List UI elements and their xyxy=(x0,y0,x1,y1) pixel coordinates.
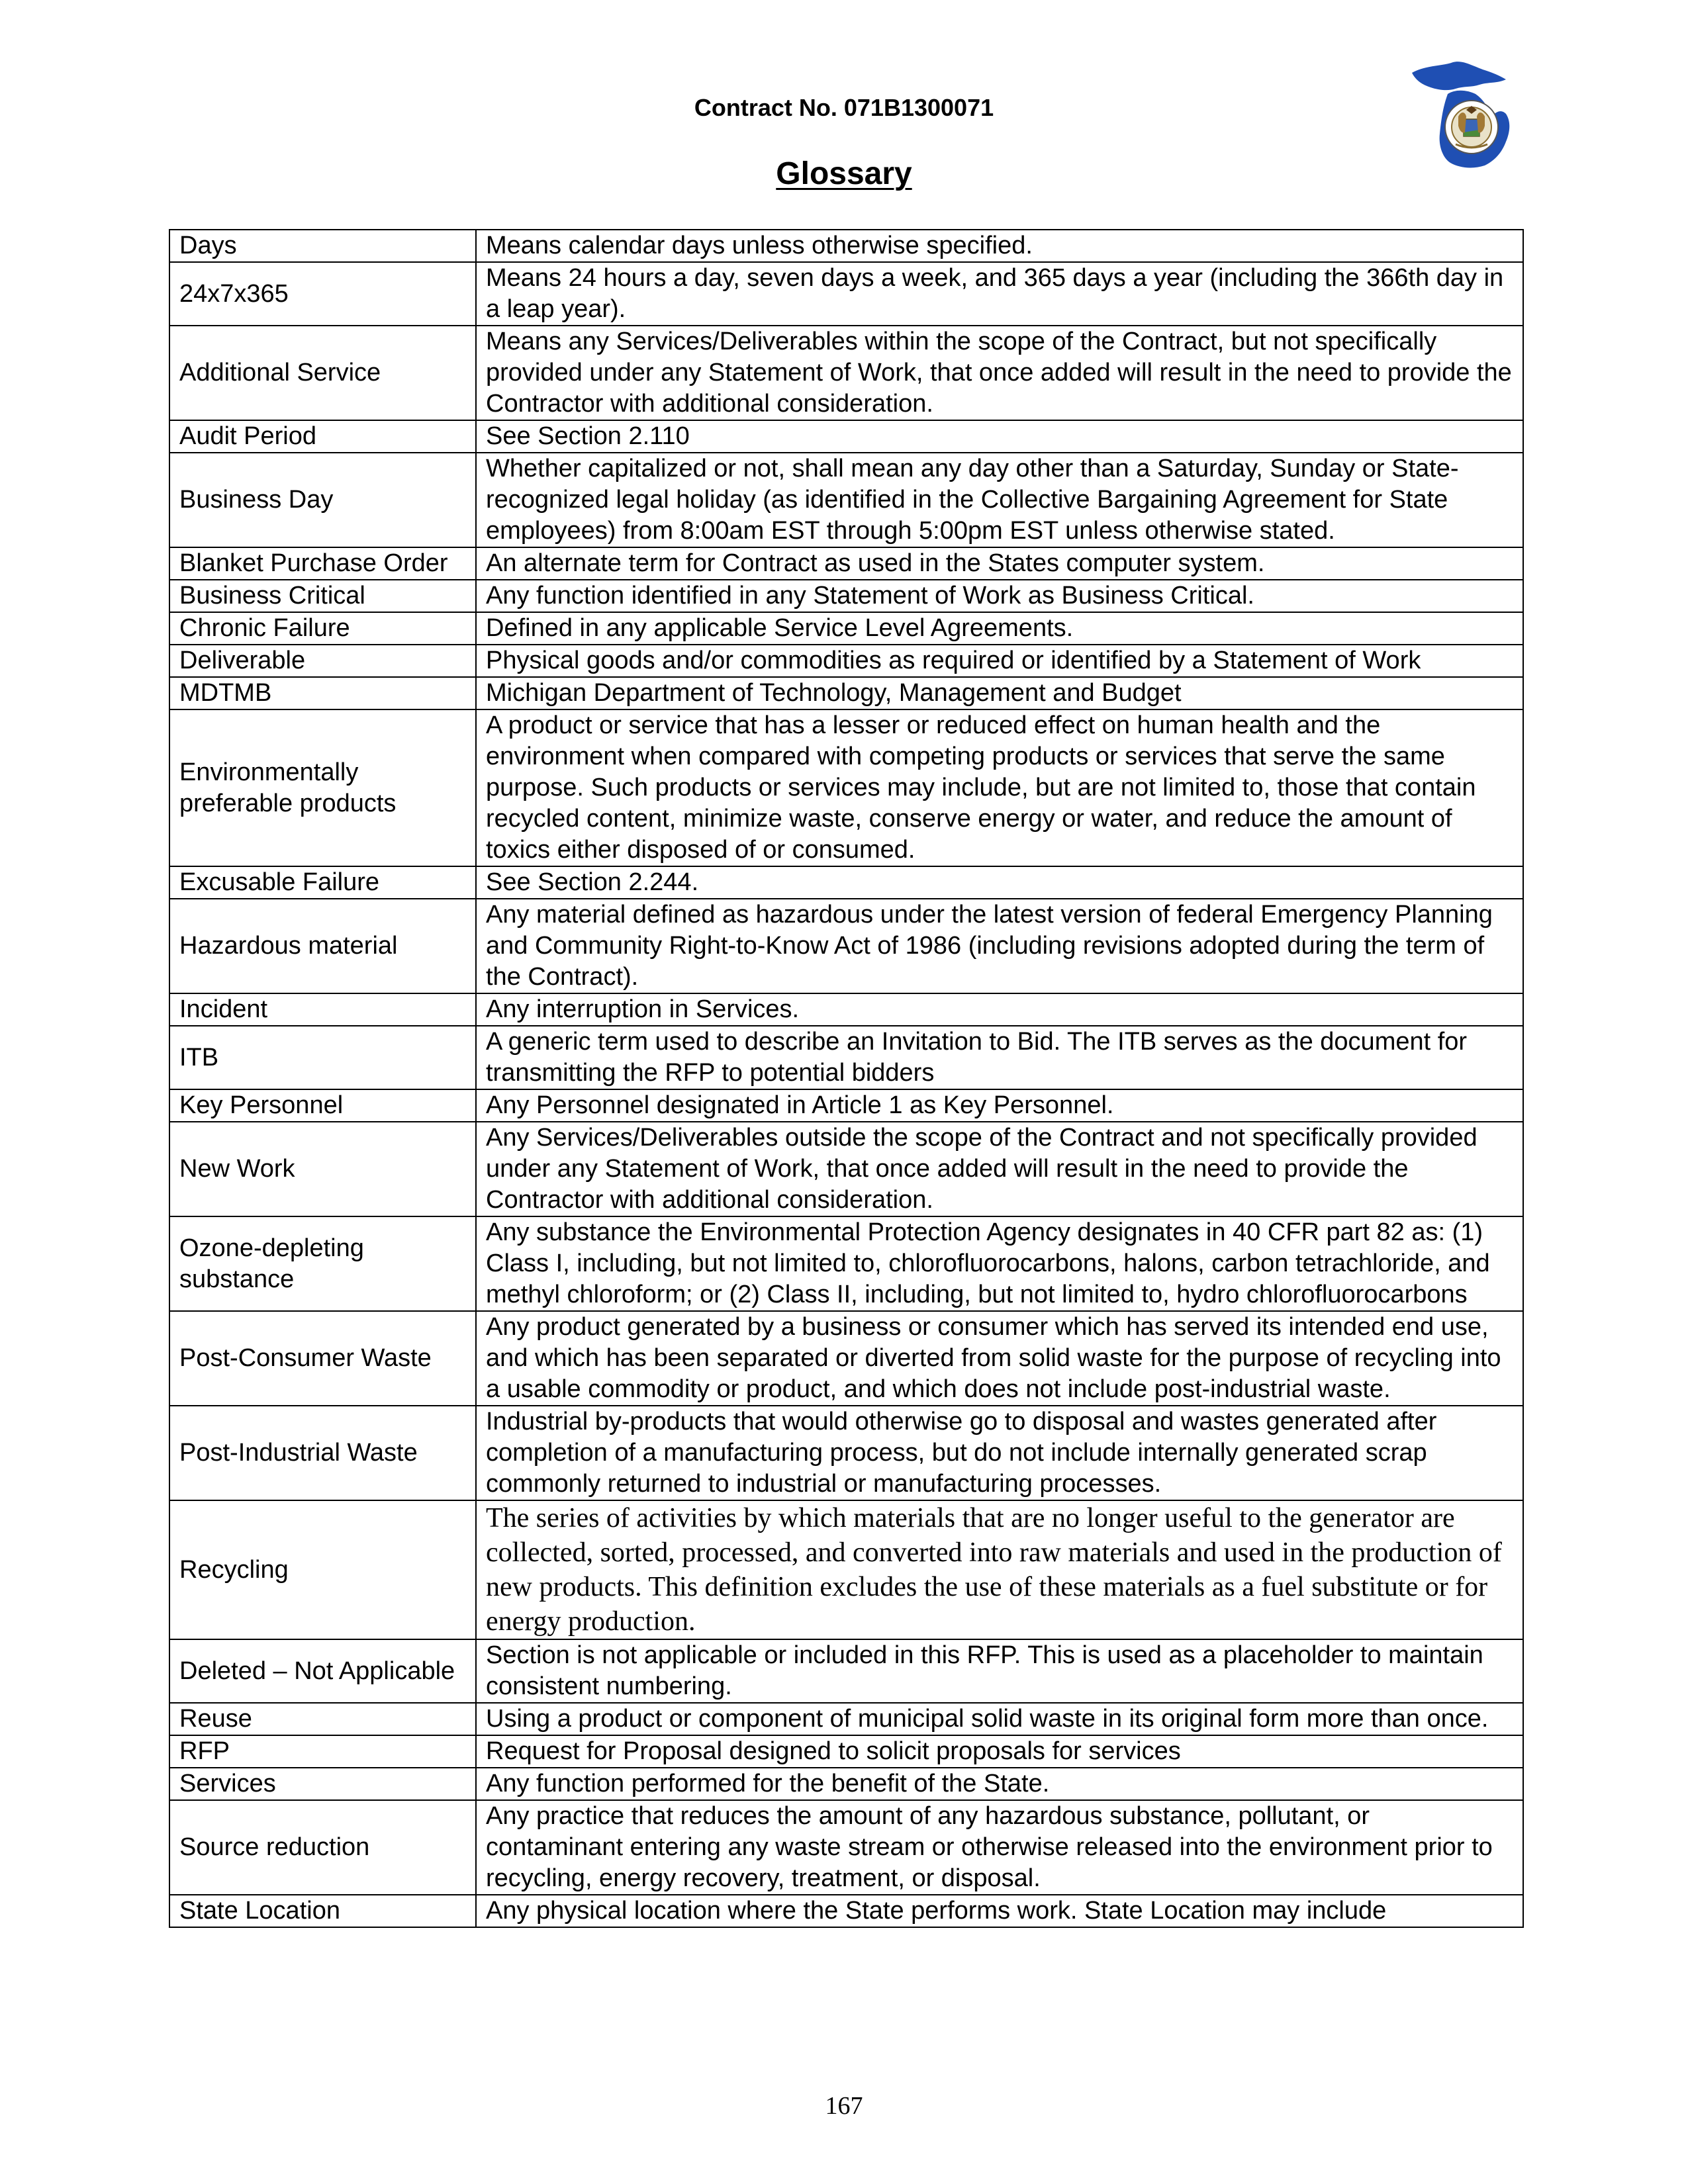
glossary-term: Blanket Purchase Order xyxy=(169,547,476,580)
glossary-definition: Any Personnel designated in Article 1 as Key Personnel. xyxy=(476,1089,1523,1122)
table-row xyxy=(169,547,1523,580)
glossary-definition: Using a product or component of municipal solid waste in its original form more than once. xyxy=(476,1703,1523,1735)
glossary-definition: Michigan Department of Technology, Management and Budget xyxy=(476,677,1523,709)
glossary-definition: Whether capitalized or not, shall mean any day other than a Saturday, Sunday or State-recognized legal holiday (as identified in the Collective Bargaining Agreement for State employees) from 8:00am EST through 5:00pm EST unless otherwise stated. xyxy=(476,453,1523,547)
glossary-term: State Location xyxy=(169,1895,476,1927)
table-row xyxy=(169,1500,1523,1639)
glossary-definition: See Section 2.244. xyxy=(476,866,1523,899)
table-row xyxy=(169,1089,1523,1122)
glossary-definition: An alternate term for Contract as used in the States computer system. xyxy=(476,547,1523,580)
table-row xyxy=(169,1026,1523,1089)
glossary-definition: Any function performed for the benefit of the State. xyxy=(476,1768,1523,1800)
glossary-definition: Industrial by-products that would otherwise go to disposal and wastes generated after completion of a manufacturing process, but do not include internally generated scrap commonly returned to industrial or manufacturing processes. xyxy=(476,1406,1523,1500)
glossary-term: 24x7x365 xyxy=(169,262,476,326)
table-row xyxy=(169,1800,1523,1895)
page-title: Glossary xyxy=(776,156,912,191)
glossary-term: Hazardous material xyxy=(169,899,476,993)
glossary-definition: Any Services/Deliverables outside the scope of the Contract and not specifically provided under any Statement of Work, that once added will result in the need to provide the Contractor with additional consideration. xyxy=(476,1122,1523,1216)
glossary-definition: Any function identified in any Statement of Work as Business Critical. xyxy=(476,580,1523,612)
glossary-definition: Means calendar days unless otherwise specified. xyxy=(476,230,1523,262)
table-row xyxy=(169,899,1523,993)
glossary-term: MDTMB xyxy=(169,677,476,709)
glossary-definition: Any physical location where the State performs work. State Location may include xyxy=(476,1895,1523,1927)
glossary-definition: Any practice that reduces the amount of any hazardous substance, pollutant, or contaminant entering any waste stream or otherwise released into the environment prior to recycling, energy recovery, treatment, or disposal. xyxy=(476,1800,1523,1895)
glossary-definition: A generic term used to describe an Invitation to Bid. The ITB serves as the document for transmitting the RFP to potential bidders xyxy=(476,1026,1523,1089)
glossary-definition: A product or service that has a lesser or reduced effect on human health and the environment when compared with competing products or services that serve the same purpose. Such products or services may include, but are not limited to, those that contain recycled content, minimize waste, conserve energy or water, and reduce the amount of toxics either disposed of or consumed. xyxy=(476,709,1523,866)
glossary-term: Source reduction xyxy=(169,1800,476,1895)
glossary-definition: Section is not applicable or included in this RFP. This is used as a placeholder to maintain consistent numbering. xyxy=(476,1639,1523,1703)
glossary-term: Recycling xyxy=(169,1500,476,1639)
table-row xyxy=(169,453,1523,547)
glossary-term: Key Personnel xyxy=(169,1089,476,1122)
glossary-term: Incident xyxy=(169,993,476,1026)
table-row xyxy=(169,645,1523,677)
glossary-definition: Defined in any applicable Service Level Agreements. xyxy=(476,612,1523,645)
glossary-term: Reuse xyxy=(169,1703,476,1735)
table-row xyxy=(169,677,1523,709)
glossary-term: Deliverable xyxy=(169,645,476,677)
glossary-term: Environmentally preferable products xyxy=(169,709,476,866)
page-number: 167 xyxy=(825,2092,863,2120)
glossary-definition: Means any Services/Deliverables within the scope of the Contract, but not specifically provided under any Statement of Work, that once added will result in the need to provide the Contractor with additional consideration. xyxy=(476,326,1523,420)
glossary-term: Business Day xyxy=(169,453,476,547)
glossary-definition: Physical goods and/or commodities as required or identified by a Statement of Work xyxy=(476,645,1523,677)
glossary-definition: Any interruption in Services. xyxy=(476,993,1523,1026)
glossary-term: Ozone-depleting substance xyxy=(169,1216,476,1311)
glossary-definition: Any product generated by a business or consumer which has served its intended end use, and which has been separated or diverted from solid waste for the purpose of recycling into a usable commodity or product, and which does not include post-industrial waste. xyxy=(476,1311,1523,1406)
glossary-definition: The series of activities by which materials that are no longer useful to the generator are collected, sorted, processed, and converted into raw materials and used in the production of new products. This definition excludes the use of these materials as a fuel substitute or for energy production. xyxy=(476,1500,1523,1639)
table-row xyxy=(169,420,1523,453)
table-row xyxy=(169,1122,1523,1216)
glossary-term: ITB xyxy=(169,1026,476,1089)
glossary-definition: Request for Proposal designed to solicit proposals for services xyxy=(476,1735,1523,1768)
table-row xyxy=(169,262,1523,326)
glossary-term: Days xyxy=(169,230,476,262)
table-row xyxy=(169,709,1523,866)
glossary-term: Audit Period xyxy=(169,420,476,453)
glossary-definition: Any substance the Environmental Protection Agency designates in 40 CFR part 82 as: (1) Class I, including, but not limited to, chlorofluorocarbons, halons, carbon tetrachloride, and methyl chloroform; or (2) Class II, including, but not limited to, hydro chlorofluorocarbons xyxy=(476,1216,1523,1311)
glossary-table xyxy=(169,229,1524,1928)
glossary-term: Business Critical xyxy=(169,580,476,612)
table-row xyxy=(169,1406,1523,1500)
table-row xyxy=(169,1311,1523,1406)
glossary-term: Chronic Failure xyxy=(169,612,476,645)
glossary-term: Services xyxy=(169,1768,476,1800)
glossary-term: New Work xyxy=(169,1122,476,1216)
glossary-definition: See Section 2.110 xyxy=(476,420,1523,453)
michigan-state-seal-icon xyxy=(1407,53,1523,172)
table-row xyxy=(169,1768,1523,1800)
glossary-definition: Any material defined as hazardous under the latest version of federal Emergency Planning and Community Right-to-Know Act of 1986 (including revisions adopted during the term of the Contract). xyxy=(476,899,1523,993)
table-row xyxy=(169,580,1523,612)
table-row xyxy=(169,1216,1523,1311)
contract-number: Contract No. 071B1300071 xyxy=(694,94,994,121)
glossary-definition: Means 24 hours a day, seven days a week, and 365 days a year (including the 366th day in a leap year). xyxy=(476,262,1523,326)
table-row xyxy=(169,612,1523,645)
glossary-term: RFP xyxy=(169,1735,476,1768)
table-row xyxy=(169,1895,1523,1927)
table-row xyxy=(169,993,1523,1026)
glossary-term: Additional Service xyxy=(169,326,476,420)
glossary-term: Deleted – Not Applicable xyxy=(169,1639,476,1703)
table-row xyxy=(169,866,1523,899)
table-row xyxy=(169,1735,1523,1768)
glossary-term: Post-Consumer Waste xyxy=(169,1311,476,1406)
glossary-term: Excusable Failure xyxy=(169,866,476,899)
table-row xyxy=(169,326,1523,420)
table-row xyxy=(169,1703,1523,1735)
table-row xyxy=(169,230,1523,262)
table-row xyxy=(169,1639,1523,1703)
glossary-term: Post-Industrial Waste xyxy=(169,1406,476,1500)
